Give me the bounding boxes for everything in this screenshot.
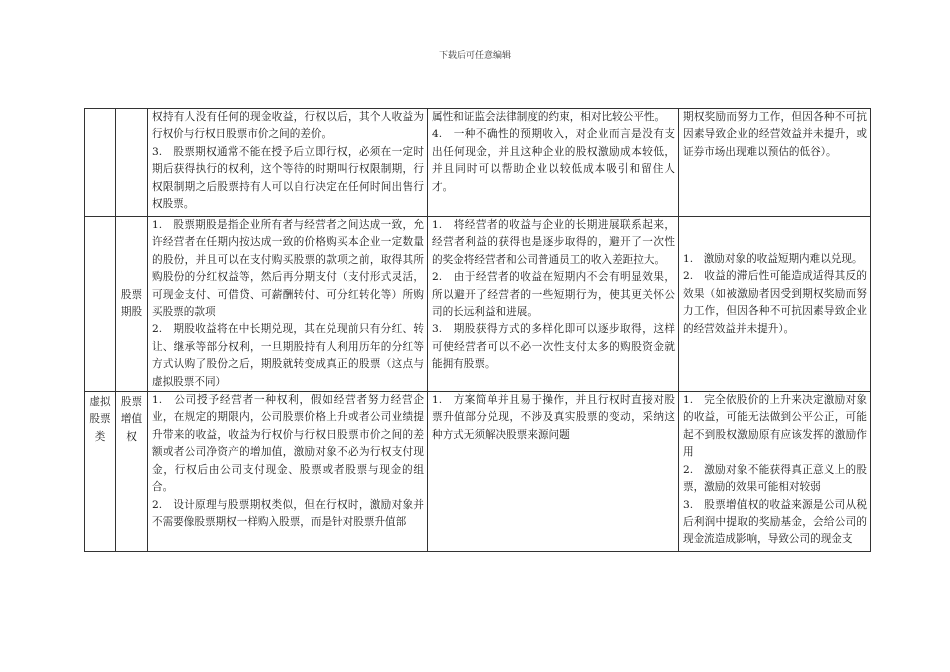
table-row	[85, 217, 871, 392]
incentive-comparison-table	[84, 108, 871, 552]
advantage-paragraph: 3. 期股获得方式的多样化即可以逐步取得，这样可使经营者可以不必一次性支付太多的购股资金就能拥有股票。	[432, 323, 675, 371]
table-row	[85, 392, 871, 552]
disadvantage-paragraph: 期权奖励而努力工作，但因各种不可抗因素导致企业的经营效益并未提升，或证券市场出现难以预估的低谷）。	[683, 111, 867, 158]
content-paragraph: 1. 公司授予经营者一种权利，假如经营者努力经营企业，在规定的期限内，公司股票价格上升或者公司业绩提升带来的收益，收益为行权价与行权日股票市价之间的差额或者公司净资产的增加值，激励对象不必为行权支付现金，行权后由公司支付现金、股票或者股票与现金的组合。	[152, 394, 424, 494]
advantage-paragraph: 4. 一种不确性的预期收入，对企业而言是没有支出任何现金，并且这种企业的股权激励成本较低，并且同时可以帮助企业以较低成本吸引和留住人才。	[432, 128, 675, 193]
disadvantage-paragraph: 2. 收益的滞后性可能造成适得其反的效果（如被激励者因受到期权奖励而努力工作，但因各种不可抗因素导致企业的经营效益并未提升）。	[683, 270, 867, 335]
advantages-cell	[428, 109, 679, 217]
category-cell: 虚拟股票类	[85, 392, 116, 552]
category-cell	[85, 217, 116, 392]
content-paragraph: 2. 设计原理与股票期权类似，但在行权时，激励对象并不需要像股票期权一样购入股票，而是针对股票升值部	[152, 498, 424, 528]
type-cell: 股票期股	[116, 217, 148, 392]
advantages-cell	[428, 217, 679, 392]
category-cell	[85, 109, 116, 217]
type-cell: 股票增值权	[116, 392, 148, 552]
content-paragraph: 权持有人没有任何的现金收益，行权以后，其个人收益为行权价与行权日股票市价之间的差价。	[152, 111, 424, 141]
content-cell	[148, 392, 428, 552]
advantage-paragraph: 属性和证监会法律制度的约束，相对比较公平性。	[432, 111, 666, 123]
disadvantages-cell	[679, 217, 871, 392]
advantage-paragraph: 2. 由于经营者的收益在短期内不会有明显效果，所以避开了经营者的一些短期行为，使其更关怀公司的长远利益和进展。	[432, 271, 675, 319]
disadvantages-cell	[679, 109, 871, 217]
content-paragraph: 2. 期股收益将在中长期兑现，其在兑现前只有分红、转让、继承等部分权利，一旦期股持有人利用历年的分红等方式认购了股份之后，期股就转变成真正的股票（这点与虚拟股票不同）	[152, 323, 424, 388]
type-cell	[116, 109, 148, 217]
disadvantage-paragraph: 2. 激励对象不能获得真正意义上的股票，激励的效果可能相对较弱	[683, 463, 867, 494]
page-header: 下载后可任意编辑	[438, 51, 511, 61]
disadvantage-paragraph: 1. 完全依股价的上升来决定激励对象的收益，可能无法做到公平公正，可能起不到股权激励原有应该发挥的激励作用	[683, 394, 867, 459]
disadvantage-paragraph: 3. 股票增值权的收益来源是公司从税后利润中提取的奖励基金，会给公司的现金流造成影响，导致公司的现金支	[683, 498, 867, 546]
disadvantages-cell	[679, 392, 871, 552]
content-paragraph: 3. 股票期权通常不能在授予后立即行权，必须在一定时期后获得执行的权利，这个等待的时期叫行权限制期，行权限制期之后股票持有人可以自行决定在任何时间出售行权股票。	[152, 145, 424, 211]
disadvantage-paragraph: 1. 激励对象的收益短期内难以兑现。	[683, 253, 863, 265]
advantage-paragraph: 1. 将经营者的收益与企业的长期进展联系起来，经营者利益的获得也是逐步取得的，避开了一次性的奖金将经营者和公司普通员工的收入差距拉大。	[432, 219, 675, 266]
content-cell	[148, 217, 428, 392]
table-row	[85, 109, 871, 217]
content-paragraph: 1. 股票期股是指企业所有者与经营者之间达成一致，允许经营者在任期内按达成一致的价格购买本企业一定数量的股份，并且可以在支付购买股票的款项之前，取得其所购股份的分红权益等，然后再分期支付（支付形式灵活，可现金支付、可借贷、可薪酬转付、可分红转化等）所购买股票的款项	[152, 219, 424, 319]
advantages-cell	[428, 392, 679, 552]
content-cell	[148, 109, 428, 217]
advantage-paragraph: 1. 方案简单并且易于操作，并且行权时直接对股票升值部分兑现，不涉及真实股票的变动，采纳这种方式无须解决股票来源问题	[432, 394, 675, 441]
